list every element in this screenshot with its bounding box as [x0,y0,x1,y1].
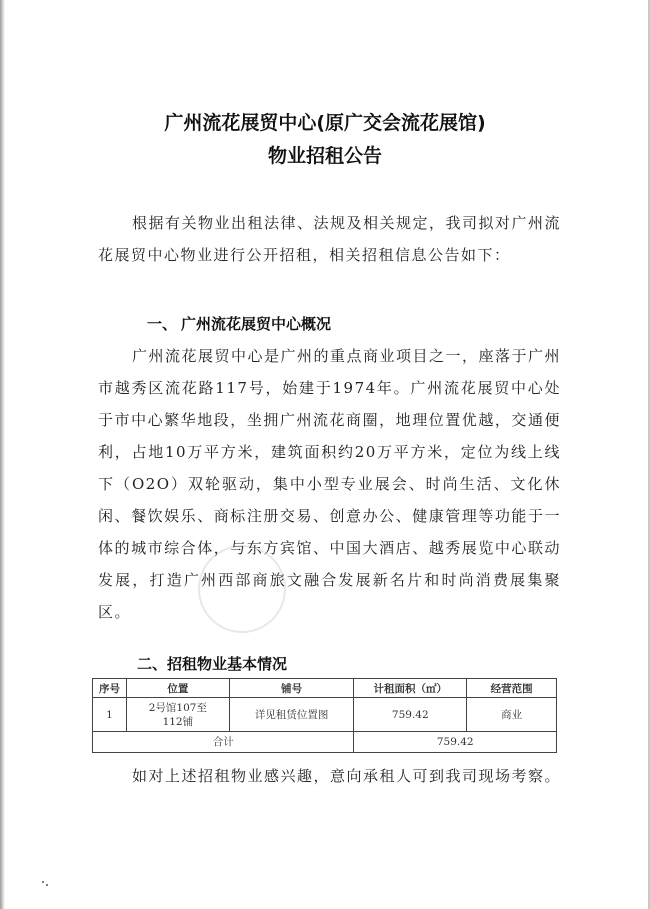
table-total-row [93,732,557,753]
cell-area: 759.42 [354,698,467,732]
cell-index: 1 [93,698,127,732]
section1-heading-text: 广州流花展贸中心概况 [181,315,332,333]
intro-paragraph [98,207,561,271]
col-header-area: 计租面积（㎡） [354,679,467,698]
section1-paragraph [98,340,561,628]
scan-edge-left [0,0,5,909]
cell-total-label: 合计 [93,732,354,753]
col-header-location: 位置 [126,679,229,698]
closing-text: 如对上述招租物业感兴趣，意向承租人可到我司现场考察。 [132,767,562,785]
table-header-row [93,679,557,698]
document-subtitle: 物业招租公告 [267,145,382,167]
document-title: 广州流花展贸中心(原广交会流花展馆) [164,112,486,134]
cell-unit: 详见租赁位置图 [229,698,354,732]
property-table [92,678,557,753]
cell-scope: 商业 [467,698,557,732]
section1-heading [147,313,331,334]
section2-heading: 二、招租物业基本情况 [137,655,288,673]
cell-total-value: 759.42 [354,732,557,753]
closing-paragraph [98,760,561,792]
col-header-unit: 铺号 [229,679,354,698]
section1-body-text: 广州流花展贸中心是广州的重点商业项目之一，座落于广州市越秀区流花路117号，始建于1974年。广州流花展贸中心处于市中心繁华地段，坐拥广州流花商圈，地理位置优越，交通便利，占地10万平方米，建筑面积约20万平方米，定位为线上线下（O2O）双轮驱动，集中小型专业展会、时尚生活、文化休闲、餐饮娱乐、商标注册交易、创意办公、健康管理等功能于一体的城市综合体，与东方宾馆、中国大酒店、越秀展览中心联动发展，打造广州西部商旅文融合发展新名片和时尚消费展集聚区。 [98,347,562,621]
scan-speck [46,884,48,886]
section1-number: 一、 [147,315,178,333]
intro-text: 根据有关物业出租法律、法规及相关规定，我司拟对广州流花展贸中心物业进行公开招租，相关招租信息公告如下： [98,214,562,264]
scan-speck [42,881,44,883]
col-header-scope: 经营范围 [467,679,557,698]
cell-location: 2号馆107至112铺 [126,698,229,732]
faded-stamp [198,545,286,633]
table-row [93,698,557,732]
col-header-index: 序号 [93,679,127,698]
